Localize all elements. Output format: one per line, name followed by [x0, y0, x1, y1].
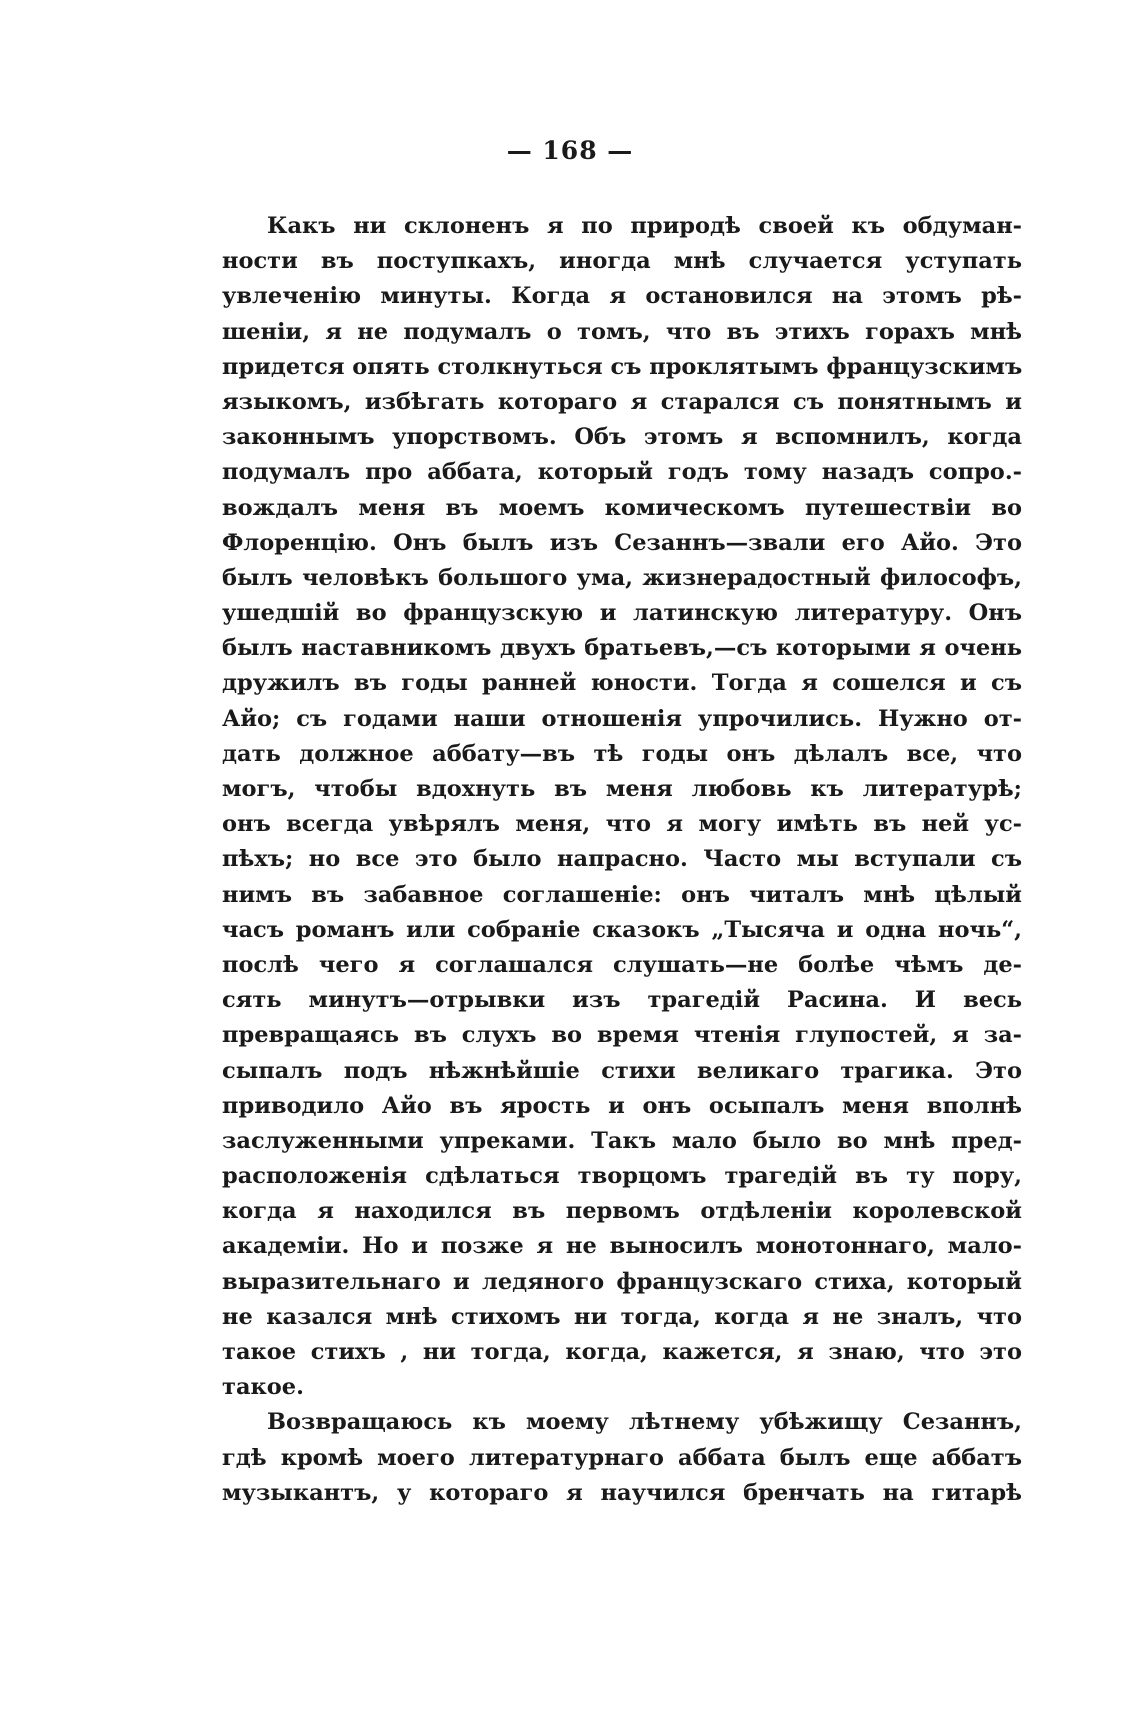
- text-line: увлеченію минуты. Когда я остановился на этомъ рѣ-: [222, 283, 1022, 310]
- text-line: часъ романъ или собраніе сказокъ „Тысяча и одна ночь“,: [222, 916, 1022, 943]
- text-line: академіи. Но и позже я не выносилъ монотоннаго, мало-: [222, 1233, 1022, 1260]
- text-line: превращаясь въ слухъ во время чтенія глупостей, я за-: [222, 1022, 1022, 1049]
- body-text: [222, 209, 1022, 1511]
- text-line: пѣхъ; но все это было напрасно. Часто мы вступали съ: [222, 846, 1022, 873]
- text-line: языкомъ, избѣгать котораго я старался съ понятнымъ и: [222, 388, 1022, 415]
- text-line: Возвращаюсь къ моему лѣтнему убѣжищу Сезаннъ,: [267, 1409, 1022, 1436]
- text-line: сыпалъ подъ нѣжнѣйшіе стихи великаго трагика. Это: [222, 1057, 1022, 1084]
- text-line: придется опять столкнуться съ проклятымъ французскимъ: [222, 353, 1022, 380]
- text-line: нимъ въ забавное соглашеніе: онъ читалъ мнѣ цѣлый: [222, 881, 1022, 908]
- text-line: былъ наставникомъ двухъ братьевъ,—съ которыми я очень: [222, 635, 1022, 662]
- text-line: шеніи, я не подумалъ о томъ, что въ этихъ горахъ мнѣ: [222, 318, 1022, 345]
- text-line: законнымъ упорствомъ. Объ этомъ я вспомнилъ, когда: [222, 424, 1022, 451]
- paragraph-1: [222, 209, 1022, 1405]
- text-line: заслуженными упреками. Такъ мало было во мнѣ пред-: [222, 1127, 1022, 1154]
- text-line: ушедшій во французскую и латинскую литературу. Онъ: [222, 600, 1022, 627]
- paragraph-2: [222, 1405, 1022, 1511]
- text-line: такое стихъ , ни тогда, когда, кажется, я знаю, что это: [222, 1339, 1022, 1365]
- text-line: подумалъ про аббата, который годъ тому назадъ сопро.-: [222, 459, 1022, 486]
- text-line: ности въ поступкахъ, иногда мнѣ случается уступать: [222, 248, 1022, 275]
- text-line: Айо; съ годами наши отношенія упрочились. Нужно от-: [222, 705, 1022, 732]
- text-line: дать должное аббату—въ тѣ годы онъ дѣлалъ все, что: [222, 740, 1022, 767]
- text-line: Какъ ни склоненъ я по природѣ своей къ обдуман-: [267, 213, 1022, 239]
- text-line: приводило Айо въ ярость и онъ осыпалъ меня вполнѣ: [222, 1092, 1022, 1119]
- text-line: музыкантъ, у котораго я научился бренчать на гитарѣ: [222, 1479, 1022, 1506]
- text-line: могъ, чтобы вдохнуть въ меня любовь къ литературѣ;: [222, 776, 1022, 802]
- page-number: — 168 —: [506, 136, 634, 165]
- text-line: такое.: [222, 1374, 304, 1401]
- text-line: вождалъ меня въ моемъ комическомъ путешествіи во: [222, 494, 1022, 521]
- text-line: выразительнаго и ледяного французскаго стиха, который: [222, 1268, 1022, 1295]
- text-line: онъ всегда увѣрялъ меня, что я могу имѣть въ ней ус-: [222, 811, 1022, 838]
- text-line: не казался мнѣ стихомъ ни тогда, когда я не зналъ, что: [222, 1303, 1022, 1330]
- text-line: сять минутъ—отрывки изъ трагедій Расина. И весь: [222, 987, 1022, 1014]
- text-line: когда я находился въ первомъ отдѣленіи королевской: [222, 1198, 1022, 1225]
- text-line: Флоренцію. Онъ былъ изъ Сезаннъ—звали его Айо. Это: [222, 529, 1022, 556]
- text-line: гдѣ кромѣ моего литературнаго аббата былъ еще аббатъ: [222, 1444, 1022, 1471]
- text-line: послѣ чего я соглашался слушать—не болѣе чѣмъ де-: [222, 951, 1022, 978]
- text-line: былъ человѣкъ большого ума, жизнерадостный философъ,: [222, 564, 1022, 591]
- text-line: расположенія сдѣлаться творцомъ трагедій въ ту пору,: [222, 1163, 1022, 1190]
- text-line: дружилъ въ годы ранней юности. Тогда я сошелся и съ: [222, 670, 1022, 697]
